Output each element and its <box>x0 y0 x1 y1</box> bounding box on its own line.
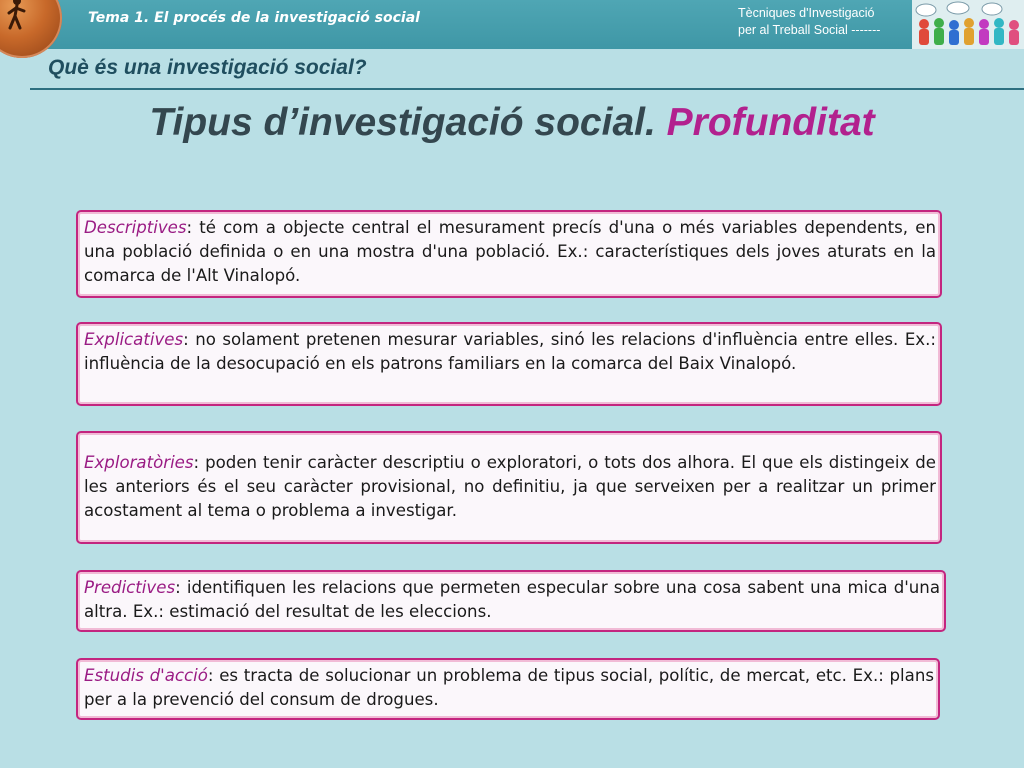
item-text <box>84 216 936 288</box>
topic-title: Tema 1. El procés de la investigació social <box>88 10 420 26</box>
item-text <box>84 451 936 523</box>
list-item <box>76 658 940 720</box>
item-description: : poden tenir caràcter descriptiu o exploratori, o tots dos alhora. El que els distingeix de les anteriors és el seu caràcter provisional, no definitiu, ja que serveixen per a realitzar un primer acostament al tema o problema a investigar. <box>84 453 936 520</box>
title-main: Tipus d’investigació social. <box>149 101 656 144</box>
list-item <box>76 570 946 632</box>
title-accent: Profunditat <box>666 101 875 144</box>
page-title <box>0 101 1024 145</box>
item-term: Predictives <box>84 578 176 597</box>
divider <box>30 88 1024 90</box>
item-term: Estudis d'acció <box>84 666 208 685</box>
item-description: : identifiquen les relacions que permeten especular sobre una cosa sabent una mica d'una altra. Ex.: estimació del resultat de les eleccions. <box>84 578 940 621</box>
list-item <box>76 322 942 406</box>
course-line-2: per al Treball Social ------- <box>738 23 881 37</box>
walking-figure-icon <box>2 0 32 32</box>
list-item <box>76 210 942 298</box>
list-item <box>76 431 942 544</box>
course-line-1: Tècniques d'Investigació <box>738 6 875 20</box>
item-description: : té com a objecte central el mesurament precís d'una o més variables dependents, en una població definida o en una mostra d'una població. Ex.: característiques dels joves aturats en la comarca de l'Alt Vinalopó. <box>84 218 936 285</box>
people-illustration-icon <box>912 0 1024 49</box>
item-text <box>84 328 936 376</box>
item-text <box>84 664 934 712</box>
header-bar <box>0 0 1024 49</box>
item-description: : no solament pretenen mesurar variables, sinó les relacions d'influència entre elles. Ex.: influència de la desocupació en els patrons familiars en la comarca del Baix Vinalopó. <box>84 330 936 373</box>
section-subtitle: Què és una investigació social? <box>48 56 367 79</box>
item-term: Descriptives <box>84 218 187 237</box>
item-term: Exploratòries <box>84 453 194 472</box>
item-text <box>84 576 940 624</box>
item-term: Explicatives <box>84 330 184 349</box>
course-title <box>738 5 906 39</box>
item-description: : es tracta de solucionar un problema de tipus social, polític, de mercat, etc. Ex.: plans per a la prevenció del consum de drogues. <box>84 666 934 709</box>
logo <box>0 0 62 58</box>
